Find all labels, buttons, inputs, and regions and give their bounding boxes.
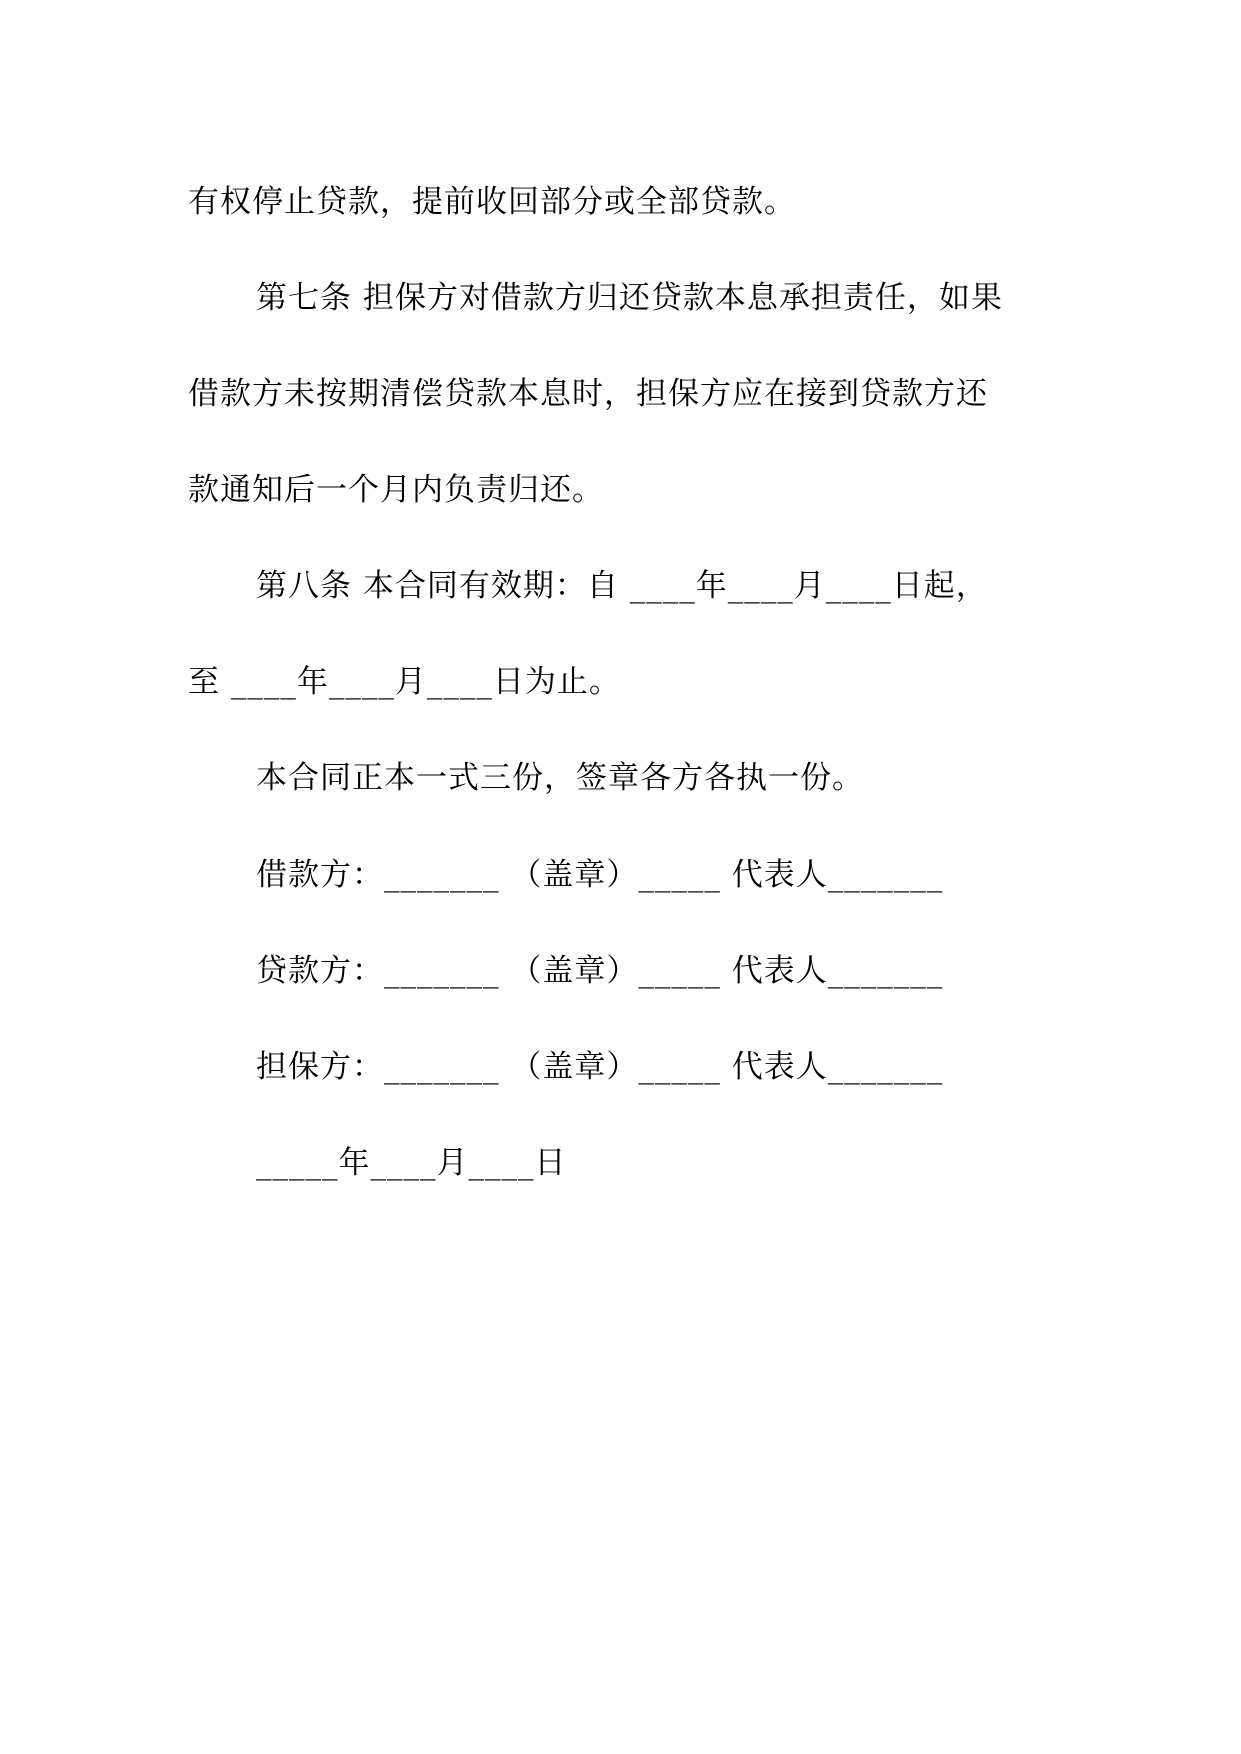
article-7-line-1: 第七条 担保方对借款方归还贷款本息承担责任，如果 [256, 280, 1003, 316]
paragraph-continuation-line: 有权停止贷款，提前收回部分或全部贷款。 [188, 184, 796, 220]
article-7-line-2: 借款方未按期清偿贷款本息时，担保方应在接到贷款方还 [188, 376, 988, 412]
article-8-line-1: 第八条 本合同有效期：自 ____年____月____日起， [256, 568, 988, 604]
signing-date-line: _____年____月____日 [256, 1145, 567, 1181]
copies-statement: 本合同正本一式三份，签章各方各执一份。 [256, 760, 864, 796]
article-8-line-2: 至 ____年____月____日为止。 [188, 664, 621, 700]
lender-signature-line: 贷款方：_______ （盖章）_____ 代表人_______ [256, 953, 944, 989]
borrower-signature-line: 借款方：_______ （盖章）_____ 代表人_______ [256, 857, 944, 893]
article-7-line-3: 款通知后一个月内负责归还。 [188, 472, 604, 508]
guarantor-signature-line: 担保方：_______ （盖章）_____ 代表人_______ [256, 1049, 944, 1085]
